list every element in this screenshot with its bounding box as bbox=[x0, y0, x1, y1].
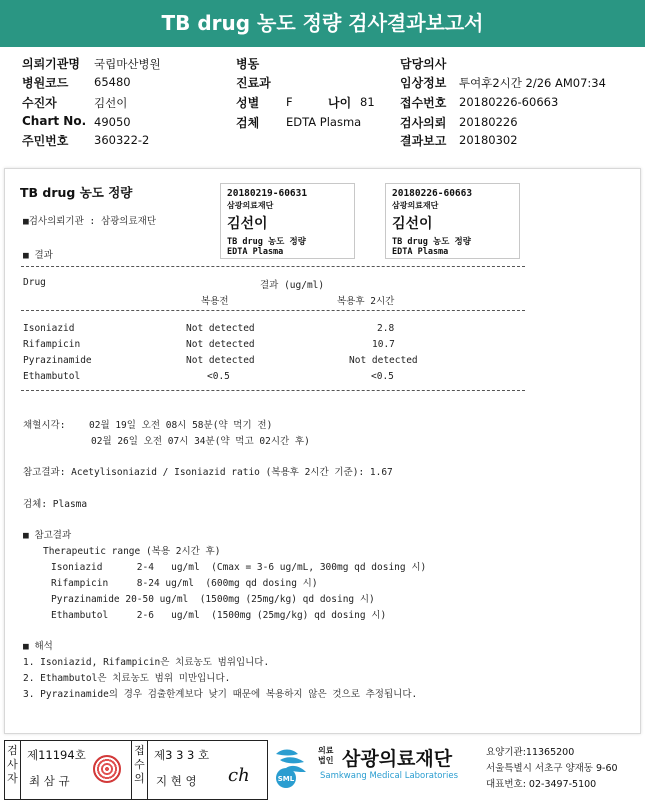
sex-label: 성별 bbox=[236, 96, 260, 110]
drug-name: Rifampicin bbox=[23, 339, 81, 350]
result-before: <0.5 bbox=[207, 371, 230, 382]
footer bbox=[0, 738, 645, 806]
interpretation-header: ■ 해석 bbox=[23, 641, 53, 652]
facility-code: 요양기관:11365200 bbox=[486, 747, 575, 758]
department-label: 진료과 bbox=[236, 76, 271, 90]
sticker-accession: 20180219-60631 bbox=[227, 188, 308, 199]
request-date-label: 검사의뢰 bbox=[400, 116, 447, 130]
col-after-header: 복용후 2시간 bbox=[337, 296, 395, 307]
specimen-line: 검체: Plasma bbox=[23, 499, 88, 510]
reference-row: Ethambutol 2-6 ug/ml (1500mg (25mg/kg) qd dosing 시) bbox=[51, 610, 387, 621]
ward-label: 병동 bbox=[236, 57, 260, 71]
sticker-specimen: EDTA Plasma bbox=[227, 247, 284, 257]
col-result-header: 결과 (ug/ml) bbox=[260, 280, 325, 291]
chart-no-value: 49050 bbox=[94, 115, 131, 129]
interpretation-line: 3. Pyrazinamide의 경우 검출한계보다 낮기 때문에 복용하지 않은 것으로 추정됩니다. bbox=[23, 689, 418, 700]
result-before: Not detected bbox=[186, 339, 255, 350]
hospital-code-label: 병원코드 bbox=[22, 76, 69, 90]
result-after: Not detected bbox=[349, 355, 418, 366]
report-heading: TB drug 농도 정량 bbox=[20, 185, 133, 200]
specimen-label-sticker-before bbox=[220, 183, 355, 259]
divider bbox=[21, 390, 525, 391]
result-after: 10.7 bbox=[372, 339, 395, 350]
sml-logo bbox=[270, 744, 314, 788]
therapeutic-range-title: Therapeutic range (복용 2시간 후) bbox=[43, 546, 221, 557]
doctor-label: 담당의사 bbox=[400, 57, 447, 71]
scanned-report bbox=[4, 168, 641, 734]
result-after: <0.5 bbox=[371, 371, 394, 382]
sticker-accession: 20180226-60663 bbox=[392, 188, 473, 199]
reviewer-name: 지 현 영 bbox=[156, 774, 197, 788]
phone: 대표번호: 02-3497-5100 bbox=[486, 779, 597, 790]
hospital-name-label: 의뢰기관명 bbox=[22, 57, 80, 71]
age-value: 81 bbox=[360, 95, 375, 109]
corp-prefix: 의료법인 bbox=[318, 746, 334, 765]
specimen-label: 검체 bbox=[236, 116, 260, 130]
drug-name: Pyrazinamide bbox=[23, 355, 92, 366]
report-date-value: 20180302 bbox=[459, 133, 518, 147]
resident-no-value: 360322-2 bbox=[94, 133, 150, 147]
ratio-result: 참고결과: Acetylisoniazid / Isoniazid ratio (복용후 2시간 기준): 1.67 bbox=[23, 467, 393, 478]
accession-no-label: 접수번호 bbox=[400, 96, 447, 110]
specimen-value: EDTA Plasma bbox=[286, 115, 362, 129]
reviewer-label: 접수의 bbox=[132, 741, 148, 799]
red-seal-stamp bbox=[93, 755, 121, 783]
reference-row: Pyrazinamide 20-50 ug/ml (1500mg (25mg/kg) qd dosing 시) bbox=[51, 594, 375, 605]
resident-no-label: 주민번호 bbox=[22, 134, 69, 148]
signature: ch bbox=[228, 765, 250, 786]
tester-label: 검사자 bbox=[5, 741, 21, 799]
reference-row: Isoniazid 2-4 ug/ml (Cmax = 3-6 ug/mL, 300mg qd dosing 시) bbox=[51, 562, 427, 573]
drug-name: Isoniazid bbox=[23, 323, 75, 334]
chart-no-label: Chart No. bbox=[22, 114, 87, 128]
accession-no-value: 20180226-60663 bbox=[459, 95, 559, 109]
sticker-test: TB drug 농도 정량 bbox=[227, 237, 306, 247]
sticker-specimen: EDTA Plasma bbox=[392, 247, 449, 257]
collection-time-before: 02월 19일 오전 08시 58분(약 먹기 전) bbox=[89, 420, 273, 431]
clinical-info-label: 임상정보 bbox=[400, 76, 447, 90]
tester-name: 최 삼 규 bbox=[29, 774, 70, 788]
result-before: Not detected bbox=[186, 323, 255, 334]
divider bbox=[21, 266, 525, 267]
interpretation-line: 2. Ethambutol은 치료농도 범위 미만입니다. bbox=[23, 673, 231, 684]
request-date-value: 20180226 bbox=[459, 115, 518, 129]
sticker-org: 삼광의료재단 bbox=[227, 201, 274, 210]
address: 서울특별시 서초구 양재동 9-60 bbox=[486, 763, 618, 774]
corp-english-name: Samkwang Medical Laboratories bbox=[320, 771, 459, 781]
patient-info-header bbox=[0, 50, 645, 150]
age-label: 나이 bbox=[328, 96, 352, 110]
sticker-patient-name: 김선이 bbox=[392, 216, 433, 232]
divider bbox=[21, 310, 525, 311]
hospital-name-value: 국립마산병원 bbox=[94, 57, 161, 71]
interpretation-line: 1. Isoniazid, Rifampicin은 치료농도 범위입니다. bbox=[23, 657, 270, 668]
specimen-label-sticker-after bbox=[385, 183, 520, 259]
reference-row: Rifampicin 8-24 ug/ml (600mg qd dosing 시) bbox=[51, 578, 318, 589]
result-after: 2.8 bbox=[377, 323, 395, 334]
drug-name: Ethambutol bbox=[23, 371, 81, 382]
col-drug-header: Drug bbox=[23, 277, 46, 288]
clinical-info-value: 투여후2시간 2/26 AM07:34 bbox=[459, 76, 606, 90]
tester-license-no: 제11194호 bbox=[27, 748, 86, 762]
collection-label: 채혈시각: bbox=[23, 420, 66, 431]
patient-name-value: 김선이 bbox=[94, 96, 128, 110]
corp-name: 삼광의료재단 bbox=[342, 748, 453, 770]
sex-value: F bbox=[286, 95, 293, 109]
logo-text: SML bbox=[277, 775, 295, 783]
report-title-bar: TB drug 농도 정량 검사결과보고서 bbox=[0, 0, 645, 47]
collection-time-after: 02월 26일 오전 07시 34분(약 먹고 02시간 후) bbox=[91, 436, 310, 447]
result-before: Not detected bbox=[186, 355, 255, 366]
col-before-header: 복용전 bbox=[201, 296, 229, 307]
report-date-label: 결과보고 bbox=[400, 134, 447, 148]
reviewer-license-no: 제3 3 3 호 bbox=[154, 748, 210, 762]
sticker-test: TB drug 농도 정량 bbox=[392, 237, 471, 247]
sticker-patient-name: 김선이 bbox=[227, 216, 268, 232]
requesting-org-line: ■검사의뢰기관 : 삼광의료재단 bbox=[23, 216, 157, 227]
tester-box bbox=[4, 740, 132, 800]
patient-name-label: 수진자 bbox=[22, 96, 57, 110]
hospital-code-value: 65480 bbox=[94, 75, 131, 89]
reviewer-box bbox=[131, 740, 268, 800]
sticker-org: 삼광의료재단 bbox=[392, 201, 439, 210]
result-section-header: ■ 결과 bbox=[23, 250, 53, 261]
reference-section-header: ■ 참고결과 bbox=[23, 530, 72, 541]
